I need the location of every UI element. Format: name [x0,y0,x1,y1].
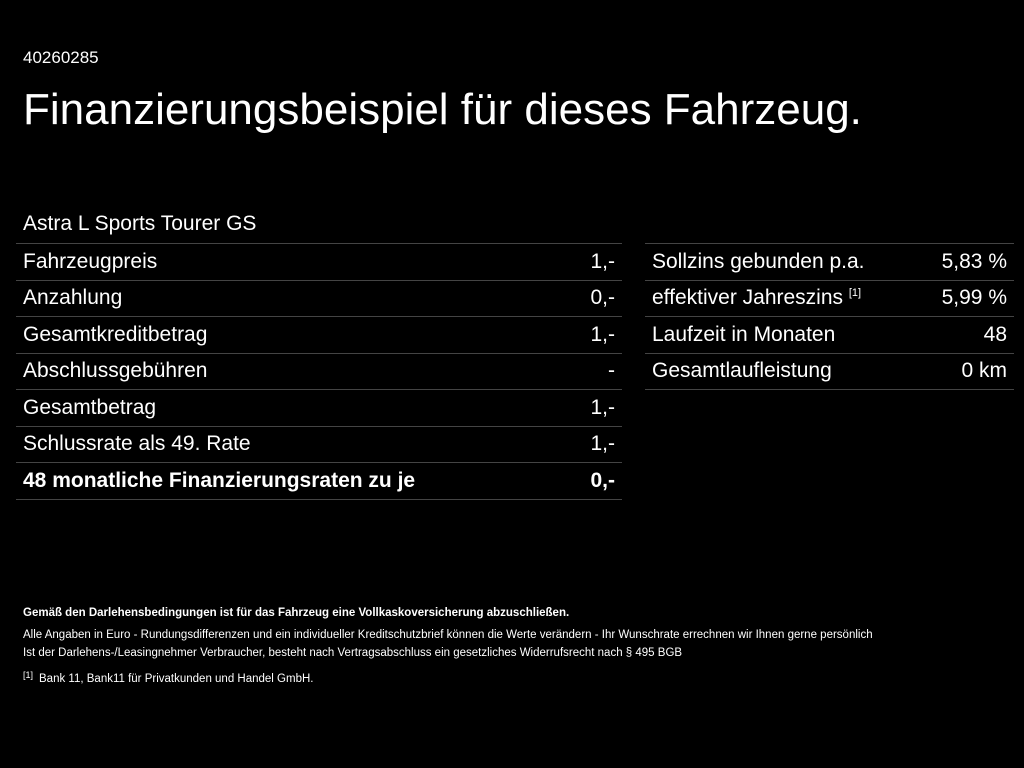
vehicle-code: 40260285 [23,48,99,67]
table-row [16,280,622,317]
table-row [645,353,1014,390]
row-value: 1,- [570,317,623,354]
row-value: 5,99 % [918,280,1014,317]
table-row [645,280,1014,317]
table-row [16,244,622,281]
table-row [16,317,622,354]
footnote-marker: [1] [23,670,34,680]
table-row-monthly-rate [16,463,622,500]
row-value: - [570,353,623,390]
row-label: Fahrzeugpreis [16,244,570,281]
table-row [645,317,1014,354]
row-value: 1,- [570,244,623,281]
table-row [645,244,1014,281]
table-row [16,426,622,463]
row-label: Abschlussgebühren [16,353,570,390]
row-label: Schlussrate als 49. Rate [16,426,570,463]
row-value: 1,- [570,390,623,427]
row-label: Sollzins gebunden p.a. [645,244,918,281]
footnote-marker: [1] [848,287,862,300]
table-row [16,353,622,390]
row-label: Gesamtkreditbetrag [16,317,570,354]
row-value: 0,- [570,280,623,317]
legal-notes [23,604,1013,688]
insurance-note: Gemäß den Darlehensbedingungen ist für das Fahrzeug eine Vollkaskoversicherung abzuschließen. [23,607,570,619]
row-label: effektiver Jahreszins [652,286,844,310]
page-title: Finanzierungsbeispiel für dieses Fahrzeug. [23,85,862,134]
row-value: 0 km [918,353,1014,390]
row-label: Gesamtbetrag [16,390,570,427]
table-row [16,390,622,427]
footnote-text: Bank 11, Bank11 für Privatkunden und Handel GmbH. [39,673,314,685]
row-value: 48 [918,317,1014,354]
row-value: 1,- [570,426,623,463]
row-value: 5,83 % [918,244,1014,281]
footnote [23,670,1013,688]
row-value: 0,- [570,463,623,500]
row-label: Gesamtlaufleistung [645,353,918,390]
row-label: Anzahlung [16,280,570,317]
row-label: 48 monatliche Finanzierungsraten zu je [16,463,570,500]
rounding-note: Alle Angaben in Euro - Rundungsdifferenzen und ein individueller Kreditschutzbrief können die Werte verändern - Ihr Wunschrate errechnen wir Ihnen gerne persönlich [23,629,873,641]
vehicle-model: Astra L Sports Tourer GS [23,212,257,235]
withdrawal-note: Ist der Darlehens-/Leasingnehmer Verbraucher, besteht nach Vertragsabschluss ein gesetzliches Widerrufsrecht nach § 495 BGB [23,647,683,659]
row-label: Laufzeit in Monaten [645,317,918,354]
row-label-cell [645,280,918,317]
financing-terms-table [645,243,1014,390]
financing-cost-table [16,243,622,500]
